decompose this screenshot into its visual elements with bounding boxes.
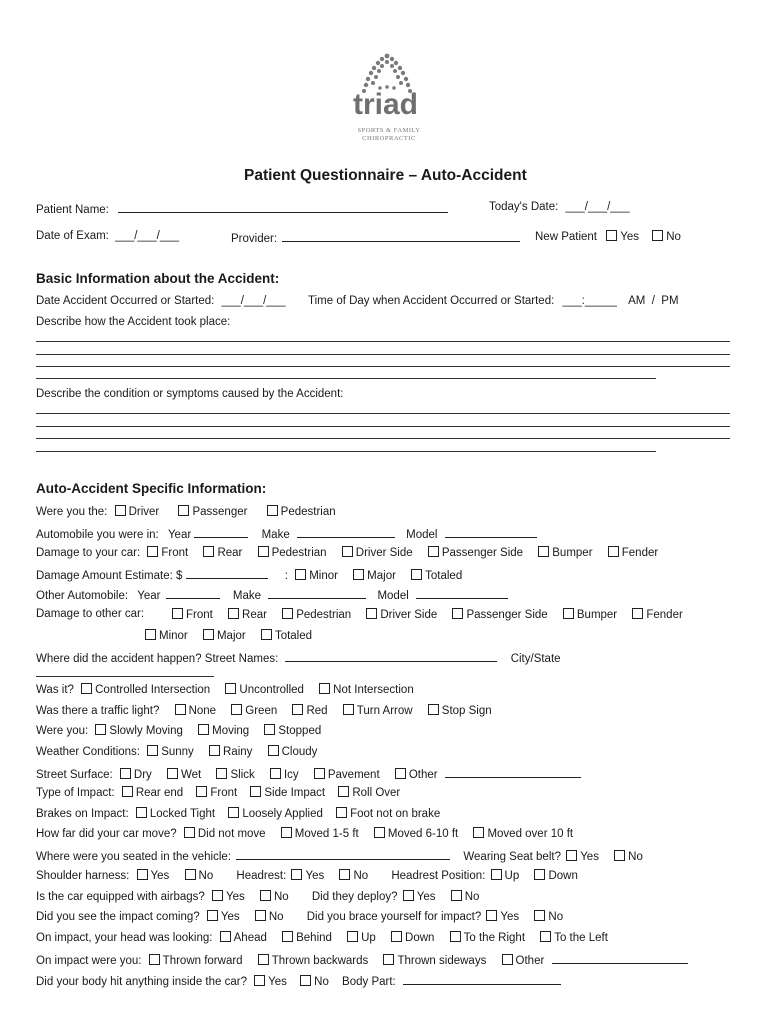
amount-totaled[interactable]: Totaled <box>399 570 462 582</box>
checkbox-icon[interactable] <box>81 683 92 694</box>
checkbox-icon[interactable] <box>428 546 439 557</box>
impact-front[interactable]: Front <box>186 787 237 799</box>
checkbox-icon[interactable] <box>391 931 402 942</box>
checkbox-icon[interactable] <box>282 608 293 619</box>
other-make-label: Make <box>232 590 262 602</box>
surface-dry[interactable]: Dry <box>120 769 152 781</box>
checkbox-icon[interactable] <box>300 975 311 986</box>
am-pm-selector[interactable]: AM / PM <box>628 295 679 307</box>
other-damage-fender[interactable]: Fender <box>620 609 682 621</box>
checkbox-icon[interactable] <box>282 931 293 942</box>
checkbox-icon[interactable] <box>258 954 269 965</box>
checkbox-icon[interactable] <box>270 768 281 779</box>
other-model-field[interactable] <box>416 587 508 599</box>
head-looking-row <box>36 931 608 944</box>
moved-over-10-ft[interactable]: Moved over 10 ft <box>461 828 573 840</box>
other-year-label: Year <box>137 590 161 602</box>
see-impact-no[interactable]: No <box>243 911 284 923</box>
checkbox-icon[interactable] <box>136 807 147 818</box>
patient-name-label: Patient Name: <box>36 204 109 216</box>
how-far-row <box>36 827 573 840</box>
checkbox-icon[interactable] <box>534 869 545 880</box>
see-impact-label: Did you see the impact coming? <box>36 911 200 923</box>
accident-time-field[interactable]: ___:_____ <box>562 295 617 307</box>
head-down[interactable]: Down <box>379 932 434 944</box>
checkbox-icon[interactable] <box>343 704 354 715</box>
not-intersection[interactable]: Not Intersection <box>307 684 414 696</box>
checkbox-icon[interactable] <box>395 768 406 779</box>
checkbox-icon[interactable] <box>178 505 189 516</box>
where-row <box>36 650 561 665</box>
city-state-label: City/State <box>510 653 561 665</box>
checkbox-icon[interactable] <box>452 608 463 619</box>
checkbox-icon[interactable] <box>451 890 462 901</box>
light-green[interactable]: Green <box>219 705 277 717</box>
other-damage-passenger-side[interactable]: Passenger Side <box>440 609 547 621</box>
damage-fender[interactable]: Fender <box>596 547 658 559</box>
deploy-yes[interactable]: Yes <box>403 891 436 903</box>
surface-other[interactable]: Other <box>383 769 438 781</box>
other-damage-front[interactable]: Front <box>172 609 213 621</box>
checkbox-icon[interactable] <box>336 807 347 818</box>
stopped[interactable]: Stopped <box>252 725 321 737</box>
checkbox-icon[interactable] <box>184 827 195 838</box>
damage-your-car-label: Damage to your car: <box>36 547 141 559</box>
damage-bumper[interactable]: Bumper <box>526 547 592 559</box>
checkbox-icon[interactable] <box>563 608 574 619</box>
airbags-row <box>36 890 479 903</box>
patient-name-field[interactable] <box>118 201 448 213</box>
other-automobile-label: Other Automobile: <box>36 590 129 602</box>
surface-slick[interactable]: Slick <box>204 769 254 781</box>
checkbox-icon[interactable] <box>209 745 220 756</box>
checkbox-icon[interactable] <box>411 569 422 580</box>
impact-type-row <box>36 786 400 799</box>
checkbox-icon[interactable] <box>250 786 261 797</box>
checkbox-icon[interactable] <box>268 745 279 756</box>
checkbox-icon[interactable] <box>538 546 549 557</box>
new-patient-no[interactable]: No <box>642 231 681 243</box>
harness-no[interactable]: No <box>173 870 214 882</box>
head-ahead[interactable]: Ahead <box>220 932 267 944</box>
checkbox-icon[interactable] <box>295 569 306 580</box>
accident-time-row <box>308 295 679 307</box>
checkbox-icon[interactable] <box>264 724 275 735</box>
checkbox-icon[interactable] <box>450 931 461 942</box>
checkbox-icon[interactable] <box>383 954 394 965</box>
damage-amount-label: Damage Amount Estimate: $ <box>36 570 183 582</box>
body-part-label: Body Part: <box>342 976 396 988</box>
logo-subtitle-line1: SPORTS & FAMILY <box>357 127 421 134</box>
other-damage-pedestrian[interactable]: Pedestrian <box>270 609 351 621</box>
seat-belt-label: Wearing Seat belt? <box>463 851 561 863</box>
damage-amount-field[interactable] <box>186 567 268 579</box>
damage-your-car-row <box>36 546 658 559</box>
checkbox-icon[interactable] <box>115 505 126 516</box>
damage-other-severity <box>145 629 312 642</box>
did-not-move[interactable]: Did not move <box>184 828 266 840</box>
light-stop-sign[interactable]: Stop Sign <box>416 705 492 717</box>
checkbox-icon[interactable] <box>614 850 625 861</box>
brakes-label: Brakes on Impact: <box>36 808 129 820</box>
traffic-light-label: Was there a traffic light? <box>36 705 160 717</box>
describe-line[interactable] <box>36 366 730 367</box>
surface-other-field[interactable] <box>445 766 581 778</box>
controlled-intersection[interactable]: Controlled Intersection <box>81 684 210 696</box>
checkbox-icon[interactable] <box>428 704 439 715</box>
weather-sunny[interactable]: Sunny <box>147 746 194 758</box>
surface-icy[interactable]: Icy <box>258 769 299 781</box>
brakes-foot-not-on[interactable]: Foot not on brake <box>326 808 440 820</box>
todays-date-row <box>489 201 629 213</box>
checkbox-icon[interactable] <box>608 546 619 557</box>
checkbox-icon[interactable] <box>120 768 131 779</box>
todays-date-field[interactable]: ___/___/___ <box>565 201 630 213</box>
checkbox-icon[interactable] <box>502 954 513 965</box>
patient-name-row <box>36 201 448 216</box>
provider-field[interactable] <box>282 230 520 242</box>
weather-cloudy[interactable]: Cloudy <box>256 746 318 758</box>
impact-roll-over[interactable]: Roll Over <box>328 787 400 799</box>
checkbox-icon[interactable] <box>540 931 551 942</box>
checkbox-icon[interactable] <box>255 910 266 921</box>
checkbox-icon[interactable] <box>231 704 242 715</box>
airbags-label: Is the car equipped with airbags? <box>36 891 205 903</box>
checkbox-icon[interactable] <box>260 890 271 901</box>
body-hit-row <box>36 973 561 988</box>
impact-were-you-row <box>36 952 688 967</box>
checkbox-icon[interactable] <box>261 629 272 640</box>
checkbox-icon[interactable] <box>486 910 497 921</box>
light-none[interactable]: None <box>167 705 217 717</box>
condition-line[interactable] <box>36 451 656 452</box>
page-title: Patient Questionnaire – Auto-Accident <box>244 167 527 184</box>
thrown-sideways[interactable]: Thrown sideways <box>371 955 486 967</box>
automobile-label: Automobile you were in: <box>36 529 159 541</box>
automobile-model-field[interactable] <box>445 526 537 538</box>
deploy-label: Did they deploy? <box>311 891 398 903</box>
impact-type-label: Type of Impact: <box>36 787 115 799</box>
brace-yes[interactable]: Yes <box>486 911 519 923</box>
traffic-light-row <box>36 704 492 717</box>
airbags-yes[interactable]: Yes <box>212 891 245 903</box>
basic-info-heading: Basic Information about the Accident: <box>36 271 280 286</box>
accident-date-row <box>36 295 286 307</box>
checkbox-icon[interactable] <box>491 869 502 880</box>
damage-passenger-side[interactable]: Passenger Side <box>416 547 523 559</box>
body-hit-label: Did your body hit anything inside the car? <box>36 976 247 988</box>
checkbox-icon[interactable] <box>267 505 278 516</box>
moved-6-10-ft[interactable]: Moved 6-10 ft <box>362 828 458 840</box>
headrest-yes[interactable]: Yes <box>291 870 324 882</box>
checkbox-icon[interactable] <box>342 546 353 557</box>
seated-field[interactable] <box>236 848 450 860</box>
checkbox-icon[interactable] <box>281 827 292 838</box>
head-up[interactable]: Up <box>335 932 376 944</box>
checkbox-icon[interactable] <box>566 850 577 861</box>
checkbox-icon[interactable] <box>366 608 377 619</box>
checkbox-icon[interactable] <box>353 569 364 580</box>
new-patient-yes[interactable]: Yes <box>606 231 639 243</box>
damage-pedestrian[interactable]: Pedestrian <box>246 547 327 559</box>
other-totaled[interactable]: Totaled <box>249 630 312 642</box>
headrest-position-label: Headrest Position: <box>391 870 486 882</box>
brace-no[interactable]: No <box>522 911 563 923</box>
city-state-field[interactable] <box>36 676 214 677</box>
headrest-no[interactable]: No <box>327 870 368 882</box>
checkbox-icon[interactable] <box>319 683 330 694</box>
head-behind[interactable]: Behind <box>270 932 332 944</box>
body-part-field[interactable] <box>403 973 561 985</box>
other-major[interactable]: Major <box>191 630 246 642</box>
harness-yes[interactable]: Yes <box>137 870 170 882</box>
checkbox-icon[interactable] <box>122 786 133 797</box>
checkbox-icon[interactable] <box>347 931 358 942</box>
checkbox-icon[interactable] <box>291 869 302 880</box>
checkbox-icon[interactable] <box>203 629 214 640</box>
describe-line[interactable] <box>36 354 730 355</box>
damage-driver-side[interactable]: Driver Side <box>330 547 413 559</box>
checkbox-icon[interactable] <box>403 890 414 901</box>
checkbox-icon[interactable] <box>220 931 231 942</box>
slowly-moving[interactable]: Slowly Moving <box>95 725 183 737</box>
todays-date-label: Today's Date: <box>489 201 559 213</box>
weather-label: Weather Conditions: <box>36 746 140 758</box>
light-red[interactable]: Red <box>280 705 327 717</box>
logo-subtitle <box>354 127 424 143</box>
logo-subtitle-line2: CHIROPRACTIC <box>362 135 416 142</box>
checkbox-icon[interactable] <box>606 230 617 241</box>
other-make-field[interactable] <box>268 587 366 599</box>
thrown-other-field[interactable] <box>552 952 688 964</box>
airbags-no[interactable]: No <box>248 891 289 903</box>
see-impact-row <box>36 910 563 923</box>
specific-info-heading: Auto-Accident Specific Information: <box>36 481 267 496</box>
checkbox-icon[interactable] <box>338 786 349 797</box>
checkbox-icon[interactable] <box>225 683 236 694</box>
damage-front[interactable]: Front <box>147 547 188 559</box>
automobile-make-label: Make <box>261 529 290 541</box>
checkbox-icon[interactable] <box>198 724 209 735</box>
light-turn-arrow[interactable]: Turn Arrow <box>331 705 413 717</box>
other-automobile-row <box>36 587 508 602</box>
date-of-exam-label: Date of Exam: <box>36 230 109 242</box>
checkbox-icon[interactable] <box>207 910 218 921</box>
body-hit-yes[interactable]: Yes <box>254 976 287 988</box>
checkbox-icon[interactable] <box>632 608 643 619</box>
impact-rear-end[interactable]: Rear end <box>122 787 183 799</box>
other-damage-rear[interactable]: Rear <box>216 609 267 621</box>
checkbox-icon[interactable] <box>203 546 214 557</box>
damage-amount-row <box>36 567 462 582</box>
checkbox-icon[interactable] <box>147 745 158 756</box>
deploy-no[interactable]: No <box>439 891 480 903</box>
checkbox-icon[interactable] <box>339 869 350 880</box>
automobile-model-label: Model <box>406 529 438 541</box>
other-damage-driver-side[interactable]: Driver Side <box>354 609 437 621</box>
seated-label: Where were you seated in the vehicle: <box>36 851 231 863</box>
automobile-make-field[interactable] <box>297 526 395 538</box>
new-patient-label: New Patient <box>535 231 598 243</box>
checkbox-icon[interactable] <box>473 827 484 838</box>
uncontrolled[interactable]: Uncontrolled <box>213 684 304 696</box>
brakes-row <box>36 807 440 820</box>
checkbox-icon[interactable] <box>149 954 160 965</box>
checkbox-icon[interactable] <box>147 546 158 557</box>
condition-line[interactable] <box>36 438 730 439</box>
head-right[interactable]: To the Right <box>438 932 525 944</box>
how-far-label: How far did your car move? <box>36 828 177 840</box>
were-you-moving-row <box>36 724 321 737</box>
damage-amount-colon: : <box>284 570 288 582</box>
checkbox-icon[interactable] <box>652 230 663 241</box>
moved-1-5-ft[interactable]: Moved 1-5 ft <box>269 828 359 840</box>
weather-row <box>36 745 317 758</box>
accident-time-label: Time of Day when Accident Occurred or Started: <box>308 295 555 307</box>
checkbox-icon[interactable] <box>374 827 385 838</box>
provider-label: Provider: <box>231 233 278 245</box>
condition-line[interactable] <box>36 426 730 427</box>
street-surface-label: Street Surface: <box>36 769 113 781</box>
option-passenger[interactable]: Passenger <box>162 506 247 518</box>
other-minor[interactable]: Minor <box>145 630 188 642</box>
checkbox-icon[interactable] <box>167 768 178 779</box>
automobile-year-label: Year <box>167 529 192 541</box>
automobile-year-field[interactable] <box>194 526 248 538</box>
checkbox-icon[interactable] <box>254 975 265 986</box>
new-patient-row <box>535 230 681 243</box>
option-driver[interactable]: Driver <box>115 506 160 518</box>
other-damage-bumper[interactable]: Bumper <box>551 609 617 621</box>
other-model-label: Model <box>377 590 409 602</box>
checkbox-icon[interactable] <box>228 608 239 619</box>
was-it-row <box>36 683 414 696</box>
checkbox-icon[interactable] <box>95 724 106 735</box>
describe-line[interactable] <box>36 378 656 379</box>
damage-other-car-options <box>172 608 683 621</box>
brakes-loosely-applied[interactable]: Loosely Applied <box>218 808 323 820</box>
logo-wordmark: triad <box>353 88 419 121</box>
seated-row <box>36 848 643 863</box>
describe-condition-label: Describe the condition or symptoms caused by the Accident: <box>36 388 344 400</box>
head-left[interactable]: To the Left <box>528 932 608 944</box>
were-you-the-label: Were you the: <box>36 506 108 518</box>
describe-accident-label: Describe how the Accident took place: <box>36 316 231 328</box>
impact-were-you-label: On impact were you: <box>36 955 142 967</box>
street-surface-row <box>36 766 581 781</box>
checkbox-icon[interactable] <box>172 608 183 619</box>
amount-minor[interactable]: Minor <box>291 570 338 582</box>
checkbox-icon[interactable] <box>292 704 303 715</box>
checkbox-icon[interactable] <box>216 768 227 779</box>
checkbox-icon[interactable] <box>534 910 545 921</box>
brace-label: Did you brace yourself for impact? <box>306 911 482 923</box>
damage-rear[interactable]: Rear <box>191 547 242 559</box>
condition-line[interactable] <box>36 413 730 414</box>
surface-wet[interactable]: Wet <box>155 769 201 781</box>
option-pedestrian[interactable]: Pedestrian <box>251 506 336 518</box>
weather-rainy[interactable]: Rainy <box>197 746 252 758</box>
date-of-exam-field[interactable]: ___/___/___ <box>115 230 180 242</box>
accident-date-field[interactable]: ___/___/___ <box>221 295 286 307</box>
checkbox-icon[interactable] <box>175 704 186 715</box>
thrown-backwards[interactable]: Thrown backwards <box>246 955 369 967</box>
seat-belt-yes[interactable]: Yes <box>566 851 599 863</box>
checkbox-icon[interactable] <box>258 546 269 557</box>
were-you-moving-label: Were you: <box>36 725 89 737</box>
see-impact-yes[interactable]: Yes <box>207 911 240 923</box>
checkbox-icon[interactable] <box>137 869 148 880</box>
head-looking-label: On impact, your head was looking: <box>36 932 213 944</box>
checkbox-icon[interactable] <box>145 629 156 640</box>
where-label: Where did the accident happen? Street Names: <box>36 653 279 665</box>
thrown-other[interactable]: Other <box>490 955 545 967</box>
headrest-label: Headrest: <box>236 870 287 882</box>
was-it-label: Was it? <box>36 684 74 696</box>
thrown-forward[interactable]: Thrown forward <box>149 955 243 967</box>
other-year-field[interactable] <box>166 587 220 599</box>
checkbox-icon[interactable] <box>228 807 239 818</box>
headrest-down[interactable]: Down <box>522 870 577 882</box>
damage-other-car-label: Damage to other car: <box>36 608 145 620</box>
checkbox-icon[interactable] <box>196 786 207 797</box>
brakes-locked-tight[interactable]: Locked Tight <box>136 808 215 820</box>
checkbox-icon[interactable] <box>314 768 325 779</box>
street-names-field[interactable] <box>285 650 497 662</box>
body-hit-no[interactable]: No <box>290 976 329 988</box>
shoulder-harness-row <box>36 869 578 882</box>
automobile-row <box>36 526 537 541</box>
shoulder-harness-label: Shoulder harness: <box>36 870 130 882</box>
accident-date-label: Date Accident Occurred or Started: <box>36 295 215 307</box>
surface-pavement[interactable]: Pavement <box>302 769 380 781</box>
headrest-up[interactable]: Up <box>491 870 520 882</box>
describe-line[interactable] <box>36 341 730 342</box>
provider-row <box>231 230 520 245</box>
checkbox-icon[interactable] <box>185 869 196 880</box>
were-you-the-row <box>36 505 336 518</box>
amount-major[interactable]: Major <box>341 570 396 582</box>
checkbox-icon[interactable] <box>212 890 223 901</box>
impact-side[interactable]: Side Impact <box>240 787 325 799</box>
date-of-exam-row <box>36 230 179 242</box>
seat-belt-no[interactable]: No <box>602 851 643 863</box>
moving[interactable]: Moving <box>186 725 249 737</box>
